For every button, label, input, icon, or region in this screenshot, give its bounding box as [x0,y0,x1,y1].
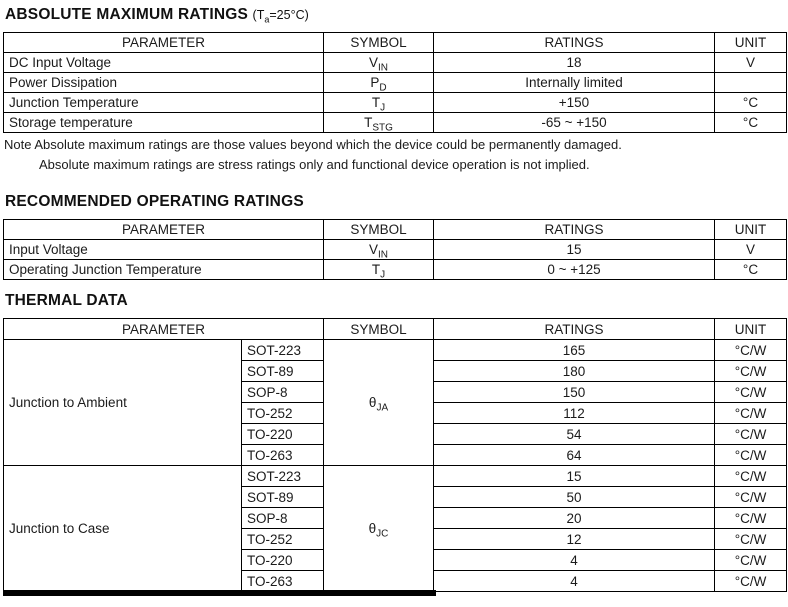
column-header-symbol: SYMBOL [324,33,434,53]
section-title-absolute-maximum-ratings [5,6,786,24]
unit-cell: °C/W [715,466,787,487]
column-header-unit: UNIT [715,220,787,240]
rating-cell: 54 [434,424,715,445]
unit-cell [715,73,787,93]
symbol-subscript: J [380,102,386,113]
symbol-base: V [368,55,378,70]
unit-cell: °C [715,260,787,280]
table-header-row [4,319,787,340]
package-cell: SOP-8 [242,508,324,529]
unit-cell: °C/W [715,445,787,466]
symbol-subscript: IN [378,62,388,73]
param-cell: Operating Junction Temperature [4,260,324,280]
unit-cell: °C/W [715,508,787,529]
symbol-cell [324,260,434,280]
rating-cell: +150 [434,93,715,113]
unit-cell: V [715,240,787,260]
symbol-cell [324,466,434,592]
absolute-maximum-ratings-table [3,32,787,133]
section-title-recommended-operating-ratings [5,193,786,211]
package-cell: SOT-223 [242,466,324,487]
param-cell: DC Input Voltage [4,53,324,73]
column-header-unit: UNIT [715,319,787,340]
rating-cell: 12 [434,529,715,550]
package-cell: TO-220 [242,424,324,445]
table-row [4,113,787,133]
rating-cell: 64 [434,445,715,466]
param-cell: Junction to Case [4,466,242,592]
symbol-cell [324,53,434,73]
unit-cell: °C/W [715,382,787,403]
symbol-subscript: IN [378,249,388,260]
unit-cell: °C/W [715,340,787,361]
symbol-cell [324,113,434,133]
column-header-ratings: RATINGS [434,319,715,340]
rating-cell: Internally limited [434,73,715,93]
rating-cell: 4 [434,571,715,592]
unit-cell: °C/W [715,571,787,592]
package-cell: TO-220 [242,550,324,571]
symbol-cell [324,340,434,466]
unit-cell: °C/W [715,487,787,508]
rating-cell: 18 [434,53,715,73]
rating-cell: 20 [434,508,715,529]
rating-cell: 15 [434,466,715,487]
package-cell: TO-252 [242,529,324,550]
param-cell: Power Dissipation [4,73,324,93]
package-cell: SOT-223 [242,340,324,361]
rating-cell: -65 ~ +150 [434,113,715,133]
symbol-base: T [364,115,373,130]
unit-cell: °C/W [715,424,787,445]
param-cell: Junction to Ambient [4,340,242,466]
unit-cell: °C/W [715,529,787,550]
symbol-base: P [370,75,380,90]
absolute-max-note-line1: Note Absolute maximum ratings are those values beyond which the device could be permanently damaged. [4,137,622,152]
unit-cell: °C [715,93,787,113]
table-row [4,240,787,260]
symbol-subscript: D [379,82,387,93]
section-title-text: ABSOLUTE MAXIMUM RATINGS [5,6,249,23]
section-title-text: RECOMMENDED OPERATING RATINGS [5,193,304,210]
rating-cell: 112 [434,403,715,424]
temperature-condition: $(T_a=25^\circ C)$ [252,8,309,25]
rating-cell: 0 ~ +125 [434,260,715,280]
symbol-subscript: STG [372,122,393,133]
package-cell: TO-263 [242,571,324,592]
scan-artifact-bar [3,590,436,596]
column-header-symbol: SYMBOL [324,220,434,240]
rating-cell: 15 [434,240,715,260]
thermal-data-table [3,318,787,592]
recommended-operating-ratings-table [3,219,787,280]
table-header-row [4,220,787,240]
param-cell: Storage temperature [4,113,324,133]
symbol-base: V [368,242,378,257]
table-row [4,93,787,113]
unit-cell: °C/W [715,361,787,382]
table-row [4,260,787,280]
table-row [4,53,787,73]
column-header-ratings: RATINGS [434,33,715,53]
rating-cell: 165 [434,340,715,361]
package-cell: SOP-8 [242,382,324,403]
symbol-cell [324,73,434,93]
column-header-unit: UNIT [715,33,787,53]
column-header-parameter: PARAMETER [4,33,324,53]
symbol-subscript: JC [376,528,389,540]
package-cell: SOT-89 [242,361,324,382]
rating-cell: 150 [434,382,715,403]
package-cell: TO-252 [242,403,324,424]
param-cell: Junction Temperature [4,93,324,113]
symbol-base: θ [368,395,377,410]
param-cell: Input Voltage [4,240,324,260]
column-header-symbol: SYMBOL [324,319,434,340]
symbol-subscript: J [380,269,386,280]
symbol-base: T [371,262,381,277]
symbol-subscript: JA [376,402,389,414]
table-header-row [4,33,787,53]
symbol-cell [324,93,434,113]
symbol-base: θ [368,521,377,536]
table-row [4,73,787,93]
rating-cell: 180 [434,361,715,382]
rating-cell: 50 [434,487,715,508]
column-header-parameter: PARAMETER [4,220,324,240]
column-header-ratings: RATINGS [434,220,715,240]
unit-cell: °C/W [715,403,787,424]
unit-cell: V [715,53,787,73]
symbol-base: T [371,95,381,110]
section-title-text: THERMAL DATA [5,292,128,309]
table-row [4,466,787,487]
rating-cell: 4 [434,550,715,571]
table-row [4,340,787,361]
symbol-cell [324,240,434,260]
unit-cell: °C/W [715,550,787,571]
section-title-thermal-data [5,292,786,310]
absolute-max-note-line2: Absolute maximum ratings are stress ratings only and functional device operation is not implied. [39,157,590,172]
package-cell: TO-263 [242,445,324,466]
unit-cell: °C [715,113,787,133]
package-cell: SOT-89 [242,487,324,508]
column-header-parameter: PARAMETER [4,319,324,340]
